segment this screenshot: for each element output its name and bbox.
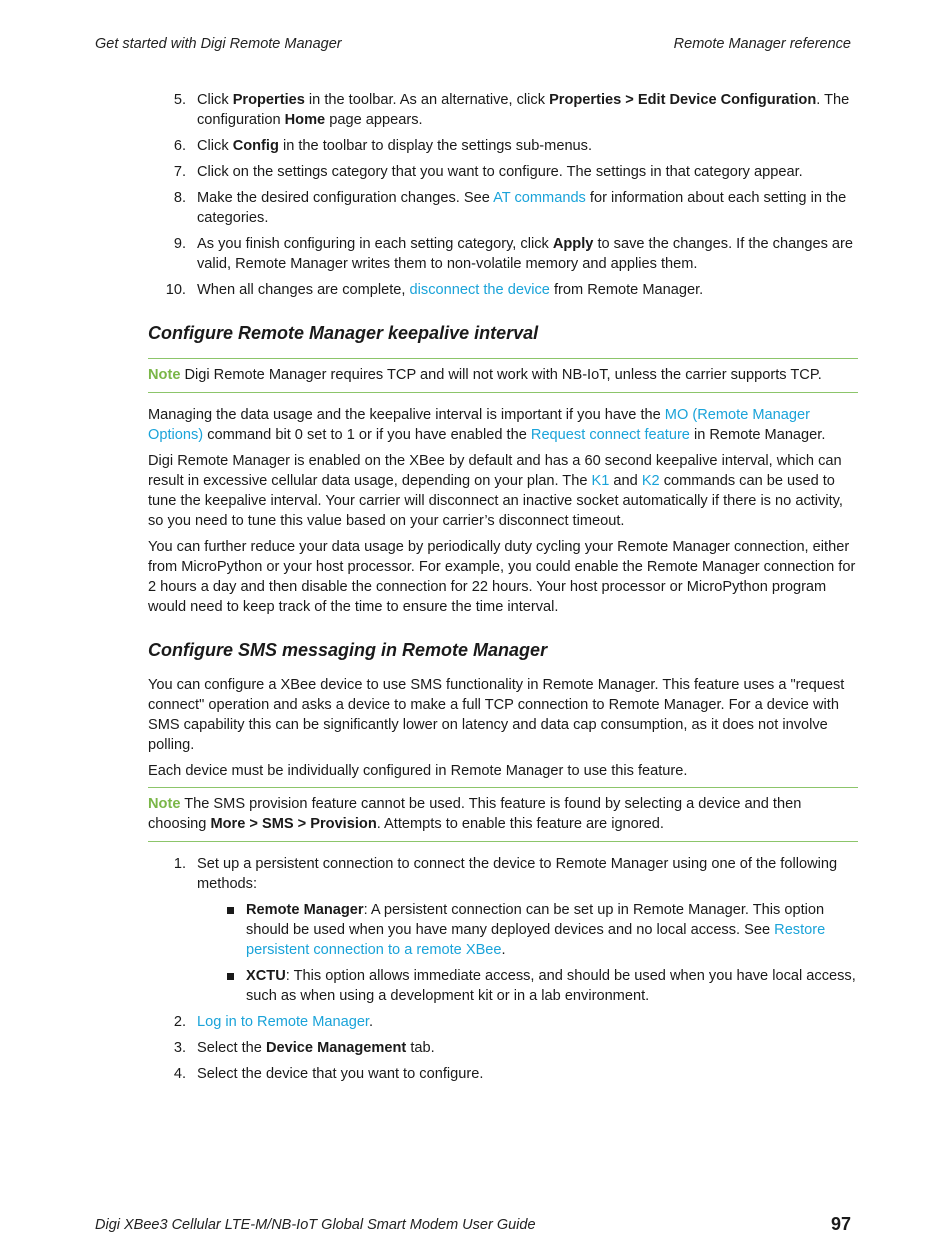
step-number: 8. [173, 190, 186, 206]
request-connect-link[interactable]: Request connect feature [530, 427, 690, 443]
step-number: 9. [173, 236, 186, 252]
bullet-text: : This option allows immediate access, and should be used when you have local access, such as when using a development kit or in a lab environment. [246, 968, 856, 1004]
bullet-text: : A persistent connection can be set up in Remote Manager. This option should be used when you have many deployed devices and no local access. See [246, 902, 825, 938]
step-number: 10. [165, 282, 186, 298]
paragraph-text: commands can be used to tune the keepalive interval. Your carrier will disconnect an inactive socket automatically if there is no activity, so you need to tune this value based on your carrier’s disconnect timeout. [148, 473, 843, 529]
list-item [148, 1012, 858, 1032]
step-text: to save the changes. If the changes are valid, Remote Manager writes them to non-volatile memory and applies them. [197, 236, 854, 272]
step-text: Make the desired configuration changes. See [197, 190, 494, 206]
section-heading-keepalive: Configure Remote Manager keepalive interval [148, 323, 539, 343]
step-text: Click [197, 92, 233, 108]
step-text: from Remote Manager. [549, 282, 704, 298]
list-item [148, 854, 858, 1006]
list-item [148, 1064, 858, 1084]
ui-term: XCTU [246, 968, 286, 984]
step-text: Set up a persistent connection to connect the device to Remote Manager using one of the following methods: [197, 856, 838, 892]
note-text: . Attempts to enable this feature are ignored. [376, 816, 664, 832]
log-in-link[interactable]: Log in to Remote Manager [197, 1014, 369, 1030]
list-item [148, 136, 858, 156]
step-text: When all changes are complete, [197, 282, 410, 298]
paragraph-text: and [609, 473, 642, 489]
note-box-sms [148, 787, 858, 842]
list-item [148, 280, 858, 300]
step-text: for information about each setting in the categories. [197, 190, 847, 226]
list-item [148, 1038, 858, 1058]
step-text: tab. [406, 1040, 435, 1056]
ui-term: Home [284, 112, 326, 128]
steps-list-top [148, 90, 858, 300]
ui-term: Properties > Edit Device Configuration [549, 92, 817, 108]
paragraph-text: command bit 0 set to 1 or if you have enabled the [203, 427, 531, 443]
note-label: Note [148, 367, 181, 383]
step-text: in the toolbar to display the settings sub-menus. [278, 138, 593, 154]
ui-term: More > SMS > Provision [210, 816, 377, 832]
paragraph-text: Managing the data usage and the keepalive interval is important if you have the [148, 407, 665, 423]
page-content [148, 90, 858, 1090]
steps-list-sms [148, 854, 858, 1084]
section-heading-sms: Configure SMS messaging in Remote Manager [148, 640, 548, 660]
step-text: in the toolbar. As an alternative, click [304, 92, 550, 108]
paragraph: You can further reduce your data usage by periodically duty cycling your Remote Manager connection, either from MicroPython or your host processor. For example, you could enable the Remote Manager connection for 2 hours a day and then disable the connection for 22 hours. Your host processor or MicroPython program would need to keep track of the time to ensure the time interval. [148, 539, 856, 615]
disconnect-device-link[interactable]: disconnect the device [409, 282, 550, 298]
bullet-text: . [501, 942, 506, 958]
paragraph: You can configure a XBee device to use SMS functionality in Remote Manager. This feature uses a "request connect" operation and asks a device to make a full TCP connection to Remote Manager. For a device with SMS capability this can be significantly lower on latency and data cap consumption, as it does not involve polling. [148, 677, 845, 753]
restore-connection-link[interactable]: Restore persistent connection to a remote XBee [246, 922, 826, 958]
list-item [148, 234, 858, 274]
list-item [197, 900, 858, 960]
paragraph: Each device must be individually configured in Remote Manager to use this feature. [148, 763, 688, 779]
step-text: Select the [197, 1040, 266, 1056]
paragraph-text: Digi Remote Manager is enabled on the XBee by default and has a 60 second keepalive interval, which can result in excessive cellular data usage, depending on your plan. The [148, 453, 842, 489]
k1-command-link[interactable]: K1 [591, 473, 610, 489]
paragraph-text: in Remote Manager. [689, 427, 826, 443]
step-text: Click [197, 138, 233, 154]
step-text: Select the device that you want to configure. [197, 1066, 484, 1082]
ui-term: Config [232, 138, 279, 154]
step-text: . [369, 1014, 374, 1030]
methods-list [197, 900, 858, 1006]
step-text: page appears. [325, 112, 423, 128]
step-text: . The configuration [197, 92, 850, 128]
step-number: 1. [173, 856, 186, 872]
step-number: 2. [173, 1014, 186, 1030]
list-item [197, 966, 858, 1006]
paragraph [148, 405, 858, 445]
footer-guide-title: Digi XBee3 Cellular LTE-M/NB-IoT Global Smart Modem User Guide [95, 1217, 536, 1233]
step-text: As you finish configuring in each setting category, click [197, 236, 553, 252]
ui-term: Apply [552, 236, 594, 252]
bullet-square-icon [227, 907, 234, 914]
step-text: Click on the settings category that you want to configure. The settings in that category appear. [197, 164, 803, 180]
step-number: 4. [173, 1066, 186, 1082]
list-item [148, 162, 858, 182]
note-box-tcp [148, 358, 858, 393]
ui-term: Remote Manager [246, 902, 364, 918]
list-item [148, 90, 858, 130]
page-number: 97 [830, 1214, 851, 1234]
step-number: 5. [173, 92, 186, 108]
header-chapter-title: Get started with Digi Remote Manager [95, 36, 342, 52]
ui-term: Properties [232, 92, 305, 108]
step-number: 3. [173, 1040, 186, 1056]
list-item [148, 188, 858, 228]
paragraph [148, 451, 858, 531]
ui-term: Device Management [265, 1040, 407, 1056]
step-number: 6. [173, 138, 186, 154]
k2-command-link[interactable]: K2 [641, 473, 660, 489]
note-label: Note [148, 796, 181, 812]
note-text: The SMS provision feature cannot be used. This feature is found by selecting a device and then choosing [148, 796, 802, 832]
note-text: Digi Remote Manager requires TCP and will not work with NB-IoT, unless the carrier supports TCP. [180, 367, 822, 383]
at-commands-link[interactable]: AT commands [493, 190, 586, 206]
step-number: 7. [173, 164, 186, 180]
bullet-square-icon [227, 973, 234, 980]
mo-command-link[interactable]: MO (Remote Manager Options) [148, 407, 810, 443]
header-section-title: Remote Manager reference [673, 36, 851, 52]
